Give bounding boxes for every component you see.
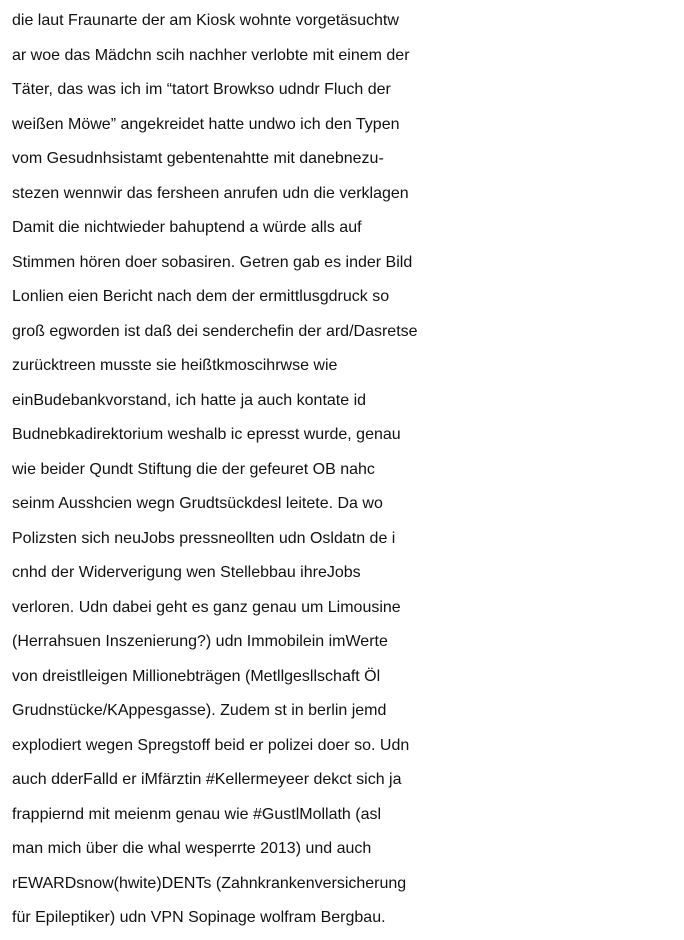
text-line: man mich über die whal wesperrte 2013) und auch	[12, 840, 372, 857]
text-line: seinm Ausshcien wegn Grudtsückdesl leitete. Da wo	[12, 495, 383, 512]
text-line: von dreistlleigen Millionebträgen (Metllgesllschaft Öl	[12, 667, 381, 685]
text-line: vom Gesudnhsistamt gebentenahtte mit danebnezu-	[12, 150, 384, 167]
text-line: cnhd der Widerverigung wen Stellebbau ihreJobs	[12, 564, 361, 581]
text-line: (Herrahsuen Inszenierung?) udn Immobilein imWerte	[12, 633, 388, 650]
text-line: Stimmen hören doer sobasiren. Getren gab es inder Bild	[12, 253, 413, 271]
text-line: stezen wennwir das fersheen anrufen udn die verklagen	[12, 184, 409, 202]
text-line: auch dderFalld er iMfärztin #Kellermeyeer dekct sich ja	[12, 771, 402, 788]
body-paragraph	[12, 4, 682, 936]
text-line: ar woe das Mädchn scih nachher verlobte mit einem der	[12, 46, 410, 64]
text-line: für Epileptiker) udn VPN Sopinage wolfram Bergbau.	[12, 909, 386, 926]
text-line: Damit die nichtwieder bahuptend a würde alls auf	[12, 219, 362, 236]
text-line: einBudebankvorstand, ich hatte ja auch kontate id	[12, 391, 367, 409]
text-line: die laut Fraunarte der am Kiosk wohnte vorgetäsuchtw	[12, 12, 399, 29]
text-line: zurücktreen musste sie heißtkmoscihrwse wie	[12, 357, 338, 374]
text-line: explodiert wegen Spregstoff beid er polizei doer so. Udn	[12, 736, 410, 754]
text-line: Täter, das was ich im “tatort Browkso udndr Fluch der	[12, 81, 391, 98]
text-line: rEWARDsnow(hwite)DENTs (Zahnkrankenversicherung	[12, 874, 407, 892]
text-line: verloren. Udn dabei geht es ganz genau um Limousine	[12, 598, 401, 616]
text-line: frappiernd mit meienm genau wie #GustlMollath (asl	[12, 805, 382, 823]
text-line: Polizsten sich neuJobs pressneollten udn Osldatn de i	[12, 529, 396, 547]
text-line: groß egworden ist daß dei senderchefin der ard/Dasretse	[12, 322, 418, 340]
text-line: Lonlien eien Bericht nach dem der ermittlusgdruck so	[12, 288, 390, 305]
text-line: wie beider Qundt Stiftung die der gefeuret OB nahc	[12, 460, 375, 478]
text-line: weißen Möwe” angekreidet hatte undwo ich den Typen	[12, 115, 400, 133]
text-line: Budnebkadirektorium weshalb ic epresst wurde, genau	[12, 426, 401, 443]
text-line: Grudnstücke/KAppesgasse). Zudem st in berlin jemd	[12, 702, 387, 719]
